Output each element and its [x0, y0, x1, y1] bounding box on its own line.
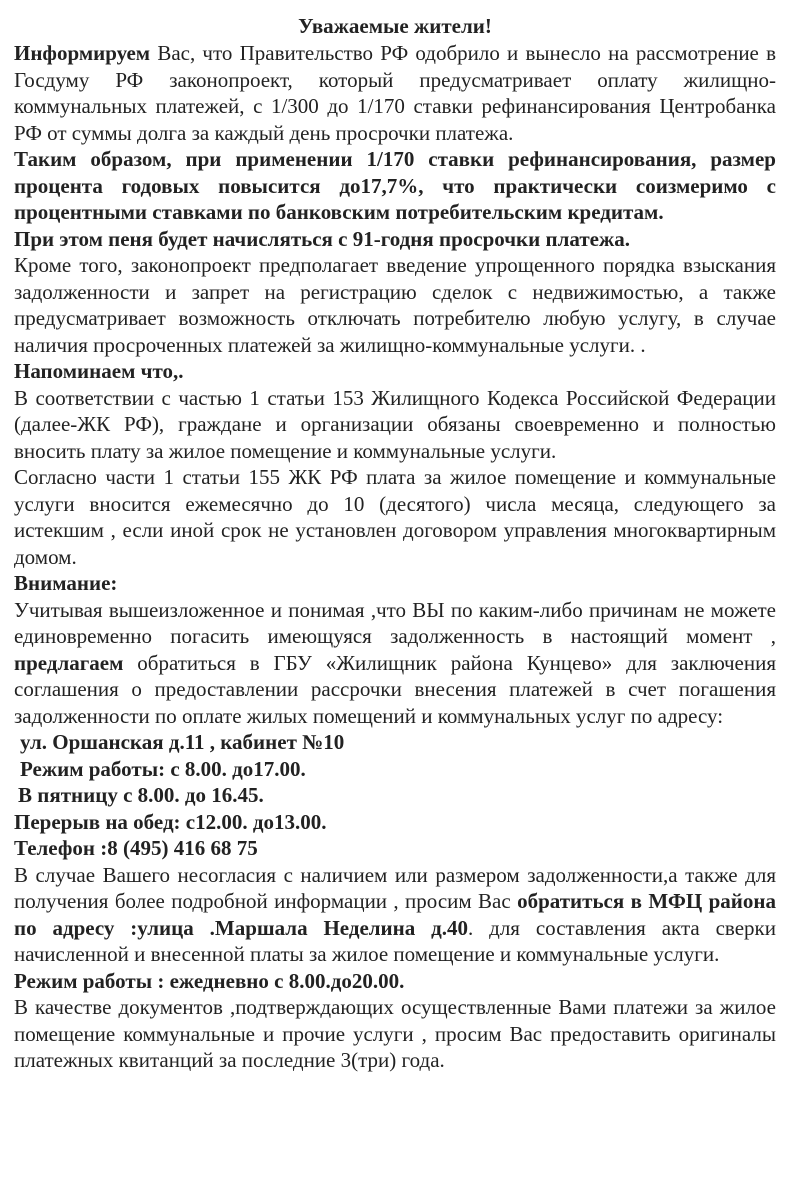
paragraph-rate-increase: Таким образом, при применении 1/170 ставки рефинансирования, размер процента годовых повысится до17,7%, что практически соизмеримо с процентными ставками по банковским потребительским кредитам.	[14, 147, 776, 224]
office-phone: Телефон :8 (495) 416 68 75	[14, 836, 258, 860]
inform-text: Вас, что Правительство РФ одобрило и вынесло на рассмотрение в Госдуму РФ законопроект, который предусматривает оплату жилищно-коммунальных платежей, с 1/300 до 1/170 ставки рефинансирования Центробанка РФ от суммы долга за каждый день просрочки платежа.	[14, 41, 776, 145]
paragraph-inform	[14, 40, 776, 146]
paragraph-article-155: Согласно части 1 статьи 155 ЖК РФ плата за жилое помещение и коммунальные услуги вносится ежемесячно до 10 (десятого) числа месяца, следующего за истекшим , если иной срок не установлен договором управления многоквартирным домом.	[14, 465, 776, 569]
lunch-break: Перерыв на обед: с12.00. до13.00.	[14, 809, 327, 834]
mfc-text-1: В случае Вашего несогласия с наличием или размером задолженности,а также для получения более подробной информации , просим Вас	[14, 862, 776, 913]
offer-text-1: Учитывая вышеизложенное и понимая ,что ВЫ по каким-либо причинам не можете единовременно погасить имеющуяся задолженность в настоящий момент ,	[14, 597, 776, 648]
mfc-hours: Режим работы : ежедневно с 8.00.до20.00.	[14, 968, 405, 993]
office-hours: Режим работы: с 8.00. до17.00.	[20, 756, 306, 781]
reminder-heading: Напоминаем что,.	[14, 359, 184, 383]
office-address: ул. Оршанская д.11 , кабинет №10	[20, 730, 345, 754]
attention-heading: Внимание:	[14, 571, 118, 595]
paragraph-bill-provisions: Кроме того, законопроект предполагает введение упрощенного порядка взыскания задолженности и запрет на регистрацию сделок с недвижимостью, а также предусматривает возможность отключать потребителю любую услугу, в случае наличия просроченных платежей за жилищно-коммунальные услуги. .	[14, 253, 776, 357]
mfc-text-2: . для составления акта сверки начисленной и внесенной платы за жилое помещение и коммунальные услуги.	[14, 915, 776, 966]
paragraph-installment-offer	[14, 597, 776, 730]
paragraph-documents: В качестве документов ,подтверждающих осуществленные Вами платежи за жилое помещение коммунальные и прочие услуги , просим Вас предоставить оригиналы платежных квитанций за последние 3(три) года.	[14, 995, 776, 1072]
offer-text-2: обратиться в ГБУ «Жилищник района Кунцево» для заключения соглашения о предоставлении рассрочки внесения платежей в счет погашения задолженности по оплате жилых помещений и коммунальных услуг по адресу:	[14, 650, 776, 728]
inform-lead: Информируем	[14, 41, 151, 65]
notice-title: Уважаемые жители!	[298, 14, 492, 38]
paragraph-mfc	[14, 862, 776, 968]
mfc-address: обратиться в МФЦ района по адресу :улица .Маршала Неделина д.40	[14, 889, 777, 940]
paragraph-article-153: В соответствии с частью 1 статьи 153 Жилищного Кодекса Российской Федерации (далее-ЖК РФ), граждане и организации обязаны своевременно и полностью вносить плату за жилое помещение и коммунальные услуги.	[14, 385, 776, 463]
friday-hours: В пятницу с 8.00. до 16.45.	[18, 783, 264, 807]
paragraph-penalty: При этом пеня будет начисляться с 91-годня просрочки платежа.	[14, 226, 630, 251]
offer-bold: предлагаем	[14, 650, 124, 675]
